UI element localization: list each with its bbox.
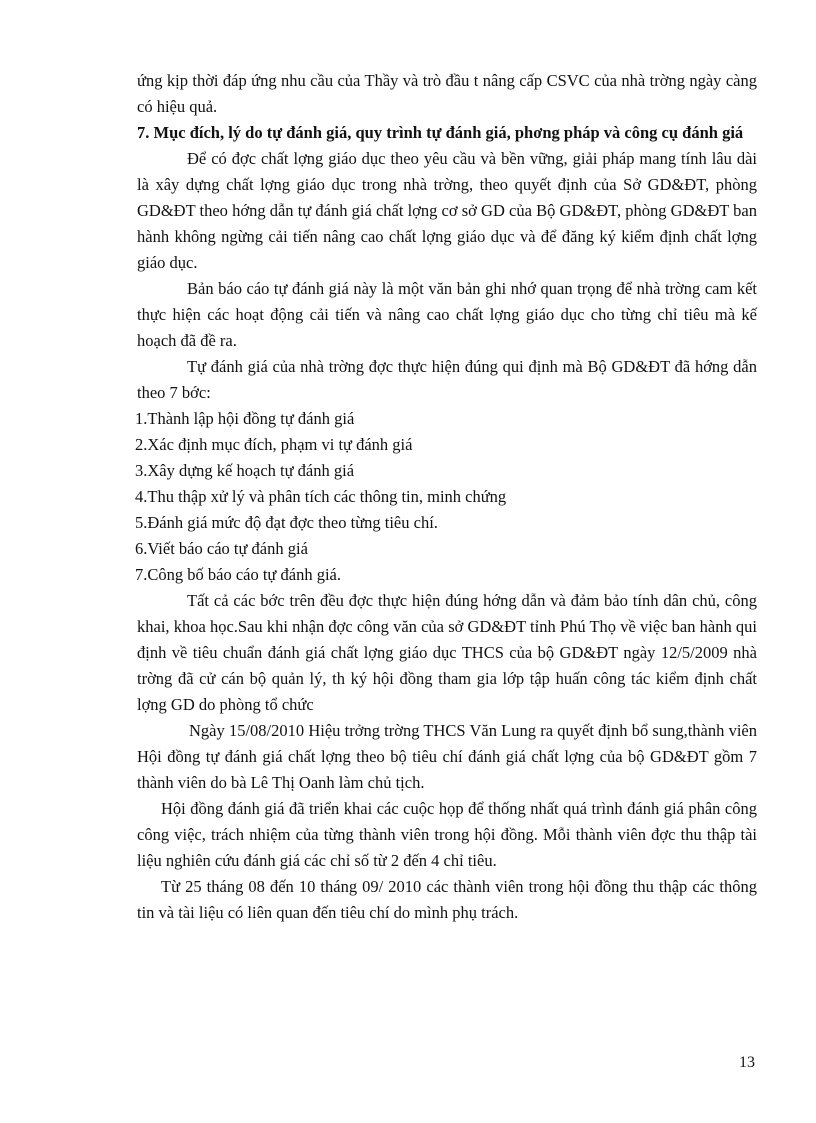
paragraph-purpose: Để có đợc chất lợng giáo dục theo yêu cầu và bền vững, giải pháp mang tính lâu dài là xây dựng chất lợng giáo dục trong nhà trờng, theo quyết định của Sở GD&ĐT, phòng GD&ĐT theo hớng dẫn tự đánh giá chất lợng cơ sở GD của Bộ GD&ĐT, phòng GD&ĐT ban hành không ngừng cải tiến nâng cao chất lợng giáo dục và để đăng ký kiểm định chất lợng giáo dục. [137,149,757,272]
steps-list [137,406,757,588]
list-item: 5.Đánh giá mức độ đạt đợc theo từng tiêu chí. [135,513,438,532]
body-text [137,68,757,926]
list-item: 6.Viết báo cáo tự đánh giá [135,539,308,558]
list-item: 7.Công bố báo cáo tự đánh giá. [135,565,341,584]
paragraph-council-meetings: Hội đồng đánh giá đã triển khai các cuộc họp để thống nhất quá trình đánh giá phân công công việc, trách nhiệm của từng thành viên trong hội đồng. Mỗi thành viên đợc thu thập tài liệu nghiên cứu đánh giá các chỉ số từ 2 đến 4 chỉ tiêu. [137,799,757,870]
list-item: 4.Thu thập xử lý và phân tích các thông tin, minh chứng [135,487,507,506]
paragraph-seven-steps-intro: Tự đánh giá của nhà trờng đợc thực hiện đúng qui định mà Bộ GD&ĐT đã hớng dẫn theo 7 bớc: [137,357,757,402]
list-item: 1.Thành lập hội đồng tự đánh giá [135,409,355,428]
list-item: 3.Xây dựng kế hoạch tự đánh giá [135,461,355,480]
paragraph-decision: Ngày 15/08/2010 Hiệu trởng trờng THCS Văn Lung ra quyết định bổ sung,thành viên Hội đồng tự đánh giá chất lợng theo bộ tiêu chí đánh giá chất lợng của bộ GD&ĐT gồm 7 thành viên do bà Lê Thị Oanh làm chủ tịch. [137,721,757,792]
section-heading: 7. Mục đích, lý do tự đánh giá, quy trình tự đánh giá, phơng pháp và công cụ đánh giá [137,123,744,142]
page-number: 13 [739,1054,755,1071]
paragraph-report-commitment: Bản báo cáo tự đánh giá này là một văn bản ghi nhớ quan trọng để nhà trờng cam kết thực hiện các hoạt động cải tiến và nâng cao chất lợng giáo dục cho từng chỉ tiêu mà kế hoạch đã đề ra. [137,279,757,350]
paragraph-continuation: ứng kịp thời đáp ứng nhu cầu của Thầy và trò đầu t nâng cấp CSVC của nhà trờng ngày càng có hiệu quả. [137,71,757,116]
list-item: 2.Xác định mục đích, phạm vi tự đánh giá [135,435,413,454]
paragraph-data-collection: Từ 25 tháng 08 đến 10 tháng 09/ 2010 các thành viên trong hội đồng thu thập các thông tin và tài liệu có liên quan đến tiêu chí do mình phụ trách. [137,877,757,922]
paragraph-steps-done: Tất cả các bớc trên đều đợc thực hiện đúng hớng dẫn và đảm bảo tính dân chủ, công khai, khoa học.Sau khi nhận đợc công văn của sở GD&ĐT tỉnh Phú Thọ về việc ban hành qui định về tiêu chuẩn đánh giá chất lợng giáo dục THCS của bộ GD&ĐT ngày 12/5/2009 nhà trờng đã cử cán bộ quản lý, th ký hội đồng tham gia lớp tập huấn công tác kiểm định chất lợng GD do phòng tổ chức [137,591,757,714]
